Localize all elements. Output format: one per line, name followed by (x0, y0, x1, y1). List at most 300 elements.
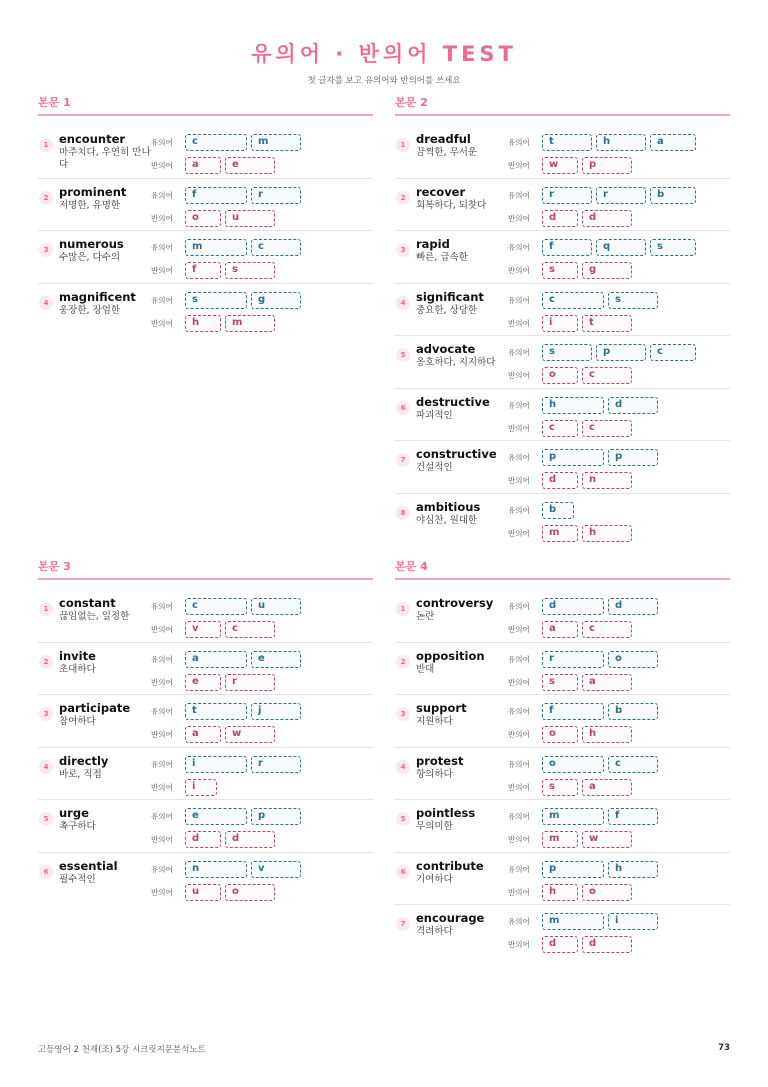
synonym-answer-box[interactable]: s (542, 344, 592, 361)
item-number: 6 (396, 865, 410, 879)
synonym-answer-box[interactable]: c (608, 756, 658, 773)
word-column (416, 500, 508, 547)
answer-boxes (185, 756, 305, 773)
answer-area (508, 859, 730, 905)
vocab-item (395, 179, 730, 232)
word-column (416, 911, 508, 958)
page-number: 73 (718, 1043, 730, 1053)
antonym-row (508, 260, 730, 281)
vocab-meaning: 웅장한, 장엄한 (59, 304, 121, 316)
antonym-answer-box[interactable]: e (185, 674, 221, 691)
antonym-label: 반의어 (508, 835, 530, 844)
word-column (59, 237, 151, 283)
synonym-label: 유의어 (151, 654, 173, 664)
synonym-row (508, 596, 730, 617)
synonym-answer-box[interactable]: r (596, 187, 646, 204)
item-number: 7 (396, 453, 410, 467)
synonym-row (151, 237, 373, 258)
answer-boxes (542, 239, 700, 256)
answer-boxes (185, 808, 305, 825)
vocab-meaning: 반대 (416, 663, 435, 675)
vocab-meaning: 기여하다 (416, 873, 453, 885)
answer-area (508, 132, 730, 178)
antonym-row (151, 882, 373, 903)
synonym-answer-box[interactable]: o (542, 756, 604, 773)
antonym-answer-box[interactable]: c (582, 420, 632, 437)
answer-area (151, 701, 373, 747)
vocab-word: contribute (416, 858, 484, 873)
vocab-item (395, 695, 730, 748)
antonym-answer-box[interactable]: n (582, 472, 632, 489)
antonym-answer-box[interactable]: w (542, 157, 578, 174)
antonym-label: 반의어 (508, 940, 530, 949)
antonym-row (508, 313, 730, 334)
page-title: 유의어 · 반의어 TEST (251, 42, 517, 66)
vocab-item (395, 800, 730, 853)
answer-area (151, 132, 373, 178)
synonym-answer-box[interactable]: t (185, 703, 247, 720)
synonym-answer-box[interactable]: t (542, 134, 592, 151)
vocab-word: significant (416, 289, 484, 304)
antonym-answer-box[interactable]: o (542, 726, 578, 743)
answer-area (508, 185, 730, 231)
synonym-answer-box[interactable]: b (608, 703, 658, 720)
antonym-answer-box[interactable]: c (582, 621, 632, 638)
antonym-answer-box[interactable]: m (542, 831, 578, 848)
item-list (38, 126, 373, 336)
synonym-row (151, 132, 373, 153)
item-number: 1 (396, 602, 410, 616)
word-column (416, 395, 508, 441)
vocab-meaning: 마주치다, 우연히 만나다 (59, 147, 151, 170)
antonym-answer-box[interactable]: f (185, 262, 221, 279)
synonym-label: 유의어 (151, 138, 173, 147)
antonym-label: 반의어 (508, 528, 530, 538)
section-4 (395, 558, 730, 958)
vocab-item (38, 695, 373, 748)
item-number: 2 (396, 191, 410, 205)
answer-boxes (542, 134, 700, 151)
antonym-answer-box[interactable]: s (542, 262, 578, 279)
vocab-item (38, 643, 373, 696)
answer-area (508, 806, 730, 852)
synonym-row (151, 290, 373, 311)
vocab-word: support (416, 701, 467, 715)
answer-boxes (542, 621, 636, 638)
synonym-label: 유의어 (508, 138, 530, 147)
antonym-label: 반의어 (151, 266, 173, 275)
antonym-row (508, 523, 730, 544)
antonym-answer-box[interactable]: t (582, 315, 632, 332)
antonym-answer-box[interactable]: p (582, 157, 632, 174)
synonym-answer-box[interactable]: s (608, 292, 658, 309)
item-number: 3 (396, 707, 410, 721)
answer-boxes (542, 861, 662, 878)
answer-boxes (185, 187, 305, 204)
item-number: 3 (39, 707, 53, 721)
synonym-answer-box[interactable]: b (650, 187, 696, 204)
antonym-row (508, 470, 730, 491)
antonym-row (508, 208, 730, 229)
synonym-answer-box[interactable]: c (542, 292, 604, 309)
antonym-label: 반의어 (151, 213, 173, 223)
synonym-row (151, 185, 373, 206)
answer-area (508, 447, 730, 493)
vocab-word: invite (59, 648, 96, 663)
antonym-label: 반의어 (508, 213, 530, 223)
answer-boxes (542, 292, 662, 309)
answer-boxes (542, 210, 636, 227)
vocab-word: opposition (416, 648, 485, 663)
synonym-answer-box[interactable]: e (185, 808, 247, 825)
answer-area (508, 701, 730, 747)
item-number: 1 (39, 138, 53, 152)
synonym-row (151, 649, 373, 670)
vocab-word: dreadful (416, 132, 471, 146)
antonym-answer-box[interactable]: i (185, 779, 217, 796)
vocab-item (395, 441, 730, 494)
antonym-answer-box[interactable]: v (185, 621, 221, 638)
answer-boxes (185, 134, 305, 151)
answer-boxes (542, 367, 636, 384)
antonym-label: 반의어 (508, 625, 530, 634)
antonym-label: 반의어 (151, 318, 173, 328)
answer-boxes (542, 756, 662, 773)
antonym-answer-box[interactable]: m (542, 525, 578, 542)
antonym-answer-box[interactable]: o (542, 367, 578, 384)
antonym-answer-box[interactable]: a (185, 157, 221, 174)
synonym-answer-box[interactable]: i (608, 913, 658, 930)
vocab-item (395, 905, 730, 958)
antonym-row (508, 672, 730, 693)
antonym-answer-box[interactable]: m (225, 315, 275, 332)
vocab-word: urge (59, 806, 89, 820)
word-column (59, 596, 151, 642)
antonym-answer-box[interactable]: u (185, 884, 221, 901)
synonym-label: 유의어 (151, 602, 173, 611)
word-column (59, 754, 151, 800)
item-number: 4 (396, 296, 410, 310)
answer-boxes (542, 884, 636, 901)
synonym-answer-box[interactable]: h (542, 397, 604, 414)
vocab-word: advocate (416, 342, 476, 356)
item-number: 5 (396, 348, 410, 362)
word-column (416, 806, 508, 852)
answer-boxes (185, 598, 305, 615)
vocab-item (395, 231, 730, 284)
synonym-answer-box[interactable]: m (542, 913, 604, 930)
vocab-item (395, 853, 730, 906)
antonym-label: 반의어 (508, 318, 530, 328)
synonym-row (508, 237, 730, 258)
answer-area (151, 290, 373, 337)
synonym-answer-box[interactable]: v (251, 861, 301, 878)
synonym-answer-box[interactable]: d (608, 598, 658, 615)
synonym-label: 유의어 (508, 348, 530, 357)
antonym-answer-box[interactable]: h (185, 315, 221, 332)
answer-area (508, 237, 730, 283)
item-number: 3 (39, 243, 53, 257)
answer-boxes (542, 502, 578, 519)
antonym-answer-box[interactable]: a (582, 779, 632, 796)
section-1 (38, 94, 373, 336)
synonym-answer-box[interactable]: a (185, 651, 247, 668)
antonym-answer-box[interactable]: h (582, 726, 632, 743)
antonym-answer-box[interactable]: d (225, 831, 275, 848)
item-number: 2 (396, 655, 410, 669)
antonym-answer-box[interactable]: c (582, 367, 632, 384)
synonym-row (151, 754, 373, 775)
synonym-label: 유의어 (508, 707, 530, 716)
synonym-answer-box[interactable]: j (251, 703, 301, 720)
vocab-item (395, 494, 730, 547)
antonym-answer-box[interactable]: h (542, 884, 578, 901)
item-number: 4 (396, 760, 410, 774)
answer-boxes (542, 936, 636, 953)
antonym-row (508, 155, 730, 176)
vocab-meaning: 초대하다 (59, 663, 96, 675)
vocab-meaning: 회복하다, 되찾다 (416, 199, 487, 211)
synonym-row (151, 806, 373, 827)
antonym-answer-box[interactable]: r (225, 674, 275, 691)
antonym-answer-box[interactable]: a (542, 621, 578, 638)
vocab-item (395, 643, 730, 696)
synonym-answer-box[interactable]: p (596, 344, 646, 361)
vocab-item (38, 126, 373, 179)
synonym-answer-box[interactable]: f (542, 239, 592, 256)
answer-boxes (542, 187, 700, 204)
item-number: 4 (39, 760, 53, 774)
item-number: 8 (396, 506, 410, 520)
antonym-label: 반의어 (151, 782, 173, 792)
synonym-answer-box[interactable]: b (542, 502, 574, 519)
vocab-word: destructive (416, 394, 490, 409)
vocab-meaning: 중요한, 상당한 (416, 304, 478, 316)
footer-book-title: 고등영어 2 천재(조) 5강 시크릿지문분석노트 (38, 1045, 206, 1055)
antonym-row (151, 619, 373, 640)
answer-boxes (542, 831, 636, 848)
synonym-answer-box[interactable]: s (185, 292, 247, 309)
word-column (416, 237, 508, 283)
synonym-label: 유의어 (508, 295, 530, 305)
synonym-answer-box[interactable]: r (251, 187, 301, 204)
antonym-row (508, 724, 730, 745)
word-column (416, 132, 508, 178)
synonym-label: 유의어 (151, 864, 173, 874)
vocab-item (395, 590, 730, 643)
synonym-answer-box[interactable]: r (251, 756, 301, 773)
vocab-word: constant (59, 596, 116, 610)
synonym-answer-box[interactable]: f (185, 187, 247, 204)
synonym-row (151, 701, 373, 722)
vocab-word: essential (59, 858, 118, 873)
antonym-answer-box[interactable]: s (542, 674, 578, 691)
answer-boxes (185, 831, 279, 848)
synonym-answer-box[interactable]: u (251, 598, 301, 615)
synonym-answer-box[interactable]: f (608, 808, 658, 825)
vocab-meaning: 저명한, 유명한 (59, 199, 121, 211)
antonym-label: 반의어 (508, 887, 530, 897)
synonym-answer-box[interactable]: r (542, 187, 592, 204)
synonym-row (151, 596, 373, 617)
antonym-answer-box[interactable]: u (225, 210, 275, 227)
word-column (59, 806, 151, 852)
answer-area (151, 596, 373, 642)
antonym-answer-box[interactable]: e (225, 157, 275, 174)
synonym-row (508, 342, 730, 363)
antonym-answer-box[interactable]: s (542, 779, 578, 796)
antonym-answer-box[interactable]: c (225, 621, 275, 638)
section-title: 본문 3 (38, 558, 373, 580)
synonym-answer-box[interactable]: f (542, 703, 604, 720)
synonym-answer-box[interactable]: i (185, 756, 247, 773)
section-2 (395, 94, 730, 546)
synonym-answer-box[interactable]: h (596, 134, 646, 151)
synonym-label: 유의어 (151, 243, 173, 252)
word-column (416, 859, 508, 905)
antonym-label: 반의어 (508, 266, 530, 275)
antonym-row (151, 829, 373, 850)
answer-boxes (542, 449, 662, 466)
synonym-answer-box[interactable]: s (650, 239, 696, 256)
answer-boxes (542, 344, 700, 361)
item-list (395, 126, 730, 546)
antonym-row (508, 829, 730, 850)
vocab-word: encounter (59, 132, 126, 146)
word-column (416, 701, 508, 747)
word-column (59, 859, 151, 906)
synonym-answer-box[interactable]: o (608, 651, 658, 668)
vocab-word: numerous (59, 237, 124, 251)
antonym-answer-box[interactable]: o (225, 884, 275, 901)
vocab-meaning: 무의미한 (416, 821, 453, 832)
synonym-row (508, 395, 730, 416)
synonym-row (508, 185, 730, 206)
answer-area (508, 342, 730, 388)
synonym-answer-box[interactable]: e (251, 651, 301, 668)
antonym-answer-box[interactable]: s (225, 262, 275, 279)
vocab-word: recover (416, 184, 466, 199)
answer-boxes (185, 779, 221, 796)
antonym-answer-box[interactable]: o (582, 884, 632, 901)
antonym-answer-box[interactable]: w (582, 831, 632, 848)
synonym-answer-box[interactable]: n (185, 861, 247, 878)
synonym-label: 유의어 (508, 864, 530, 874)
vocab-word: protest (416, 753, 464, 768)
antonym-label: 반의어 (151, 887, 173, 897)
answer-area (508, 649, 730, 695)
synonym-answer-box[interactable]: m (542, 808, 604, 825)
synonym-row (508, 132, 730, 153)
answer-boxes (542, 525, 636, 542)
antonym-answer-box[interactable]: i (542, 315, 578, 332)
antonym-answer-box[interactable]: w (225, 726, 275, 743)
synonym-answer-box[interactable]: m (251, 134, 301, 151)
item-number: 6 (396, 401, 410, 415)
antonym-answer-box[interactable]: d (542, 472, 578, 489)
synonym-answer-box[interactable]: p (251, 808, 301, 825)
word-column (416, 596, 508, 642)
vocab-meaning: 촉구하다 (59, 821, 96, 832)
synonym-label: 유의어 (508, 602, 530, 611)
antonym-answer-box[interactable]: a (185, 726, 221, 743)
synonym-row (508, 500, 730, 521)
synonym-answer-box[interactable]: p (542, 449, 604, 466)
synonym-row (508, 701, 730, 722)
synonym-label: 유의어 (508, 453, 530, 462)
vocab-meaning: 항의하다 (416, 768, 453, 780)
vocab-item (395, 284, 730, 337)
antonym-answer-box[interactable]: c (542, 420, 578, 437)
answer-boxes (185, 726, 279, 743)
item-number: 1 (39, 602, 53, 616)
synonym-answer-box[interactable]: q (596, 239, 646, 256)
antonym-answer-box[interactable]: d (542, 210, 578, 227)
antonym-answer-box[interactable]: d (542, 936, 578, 953)
antonym-label: 반의어 (508, 730, 530, 739)
section-title: 본문 4 (395, 558, 730, 580)
answer-boxes (542, 420, 636, 437)
section-3 (38, 558, 373, 905)
synonym-answer-box[interactable]: m (185, 239, 247, 256)
antonym-answer-box[interactable]: o (185, 210, 221, 227)
antonym-row (508, 882, 730, 903)
synonym-answer-box[interactable]: g (251, 292, 301, 309)
answer-boxes (185, 703, 305, 720)
synonym-answer-box[interactable]: p (608, 449, 658, 466)
answer-boxes (185, 651, 305, 668)
synonym-row (508, 754, 730, 775)
antonym-answer-box[interactable]: g (582, 262, 632, 279)
vocab-word: controversy (416, 596, 494, 610)
synonym-label: 유의어 (151, 295, 173, 305)
synonym-answer-box[interactable]: d (542, 598, 604, 615)
antonym-answer-box[interactable]: d (185, 831, 221, 848)
antonym-label: 반의어 (151, 677, 173, 687)
synonym-label: 유의어 (151, 759, 173, 769)
vocab-meaning: 빠른, 급속한 (416, 252, 468, 263)
synonym-answer-box[interactable]: h (608, 861, 658, 878)
synonym-answer-box[interactable]: c (251, 239, 301, 256)
antonym-answer-box[interactable]: d (582, 936, 632, 953)
synonym-answer-box[interactable]: r (542, 651, 604, 668)
synonym-answer-box[interactable]: c (185, 598, 247, 615)
antonym-answer-box[interactable]: a (582, 674, 632, 691)
synonym-answer-box[interactable]: d (608, 397, 658, 414)
synonym-label: 유의어 (151, 190, 173, 200)
antonym-row (508, 934, 730, 955)
antonym-answer-box[interactable]: h (582, 525, 632, 542)
synonym-label: 유의어 (151, 707, 173, 716)
synonym-answer-box[interactable]: p (542, 861, 604, 878)
item-list (38, 590, 373, 905)
vocab-meaning: 옹호하다, 지지하다 (416, 357, 496, 368)
antonym-label: 반의어 (151, 625, 173, 634)
answer-area (508, 596, 730, 642)
item-list (395, 590, 730, 958)
antonym-answer-box[interactable]: d (582, 210, 632, 227)
answer-area (508, 500, 730, 547)
synonym-answer-box[interactable]: c (185, 134, 247, 151)
vocab-meaning: 야심찬, 원대한 (416, 514, 478, 526)
answer-boxes (542, 262, 636, 279)
answer-boxes (542, 651, 662, 668)
answer-boxes (185, 157, 279, 174)
answer-area (508, 911, 730, 958)
synonym-answer-box[interactable]: c (650, 344, 696, 361)
word-column (59, 132, 151, 178)
synonym-answer-box[interactable]: a (650, 134, 696, 151)
